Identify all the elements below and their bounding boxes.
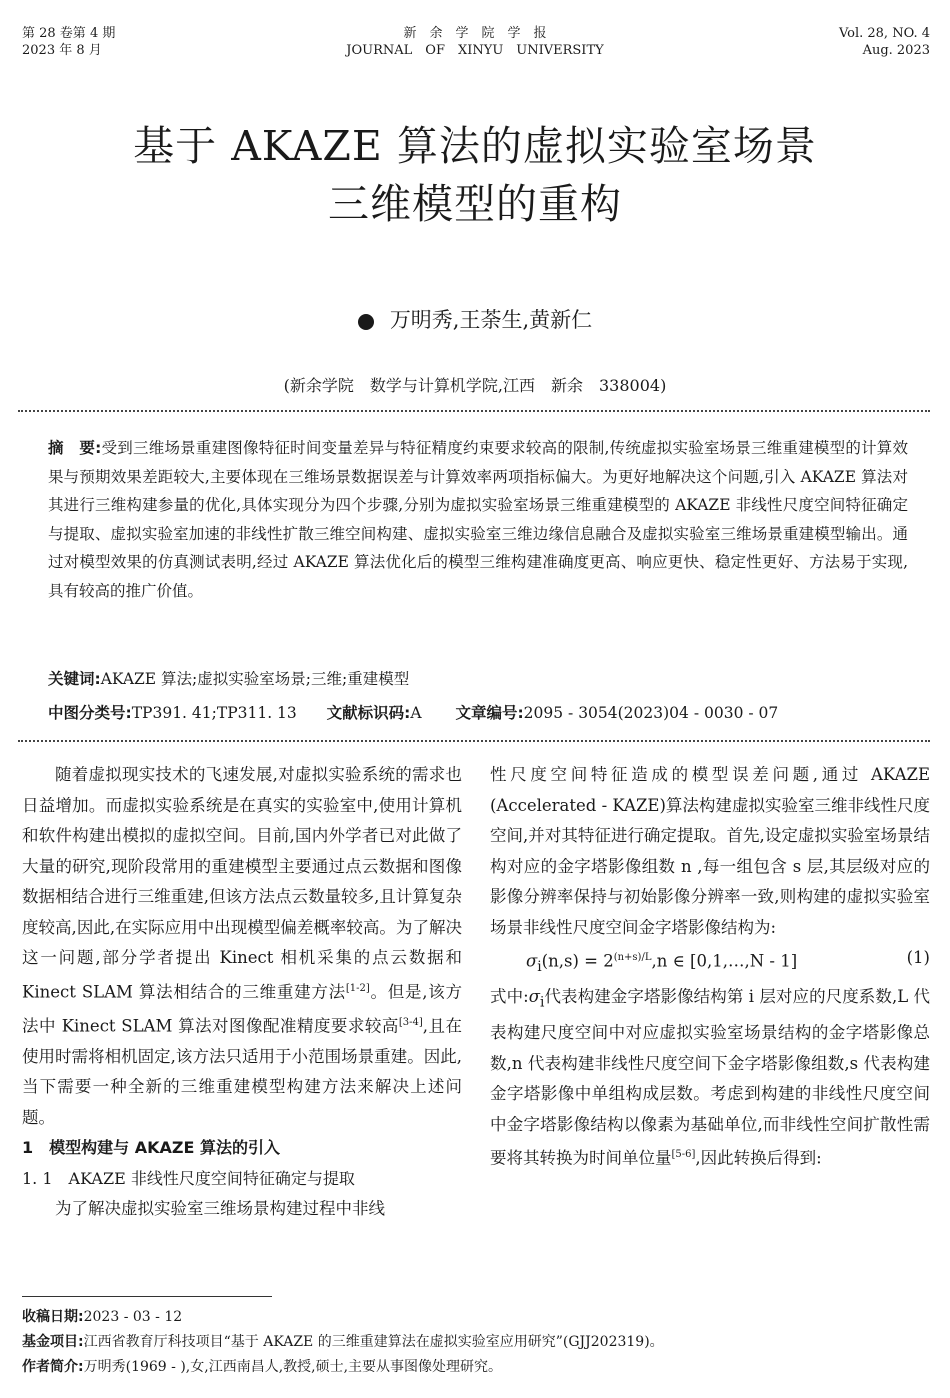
citation-5-6: [5-6] <box>671 1149 696 1161</box>
doc-code-label: 文献标识码: <box>326 704 411 722</box>
date-en: Aug. 2023 <box>862 43 930 58</box>
divider-bottom <box>18 740 930 742</box>
footnote-author: 作者简介:万明秀(1969 - ),女,江西南昌人,教授,硕士,主要从事图像处理研究。 <box>22 1359 503 1375</box>
right-paragraph-2: 式中$:\sigma_i$代表构建金字塔影像结构第 i 层对应的尺度系数,L 代表构建尺度空间中对应虚拟实验室场景结构的金字塔影像总数,n 代表构建非线性尺度空间下金字塔影像组数,s 代表构建金字塔影像中单组构成层数。考虑到构建的非线性尺度空间中金字塔影像结构以像素为基础单位,而非线性空间扩散性需要将其转换为时间单位量[5-6],因此转换后得到: <box>490 987 930 1168</box>
equation-number: (1) <box>906 948 930 967</box>
authors-text: 万明秀,王荼生,黄新仁 <box>389 308 593 332</box>
right-paragraph-1: 性尺度空间特征造成的模型误差问题,通过 AKAZE (Accelerated - KAZE)算法构建虚拟实验室三维非线性尺度空间,并对其特征进行确定提取。首先,设定虚拟实验室场景结构对应的金字塔影像组数 n ,每一组包含 s 层,其层级对应的影像分辨率保持与初始影像分辨率一致,则构建的虚拟实验室场景非线性尺度空间金字塔影像结构为: <box>490 765 930 937</box>
abstract <box>48 434 908 606</box>
bullet-icon <box>358 314 374 330</box>
volume-en: Vol. 28, NO. 4 <box>838 26 930 41</box>
intro-paragraph: 随着虚拟现实技术的飞速发展,对虚拟实验系统的需求也日益增加。而虚拟实验系统是在真实的实验室中,使用计算机和软件构建出模拟的虚拟空间。目前,国内外学者已对此做了大量的研究,现阶段常用的重建模型主要通过点云数据和图像数据相结合进行三维重建,但该方法点云数量较多,且计算复杂度较高,因此,在实际应用中出现模型偏差概率较高。为了解决这一问题,部分学者提出 Kinect 相机采集的点云数据和 Kinect SLAM 算法相结合的三维重建方法[1-2]。但是,该方法中 Kinect SLAM 算法对图像配准精度要求较高[3-4],且在使用时需将相机固定,该方法只适用于小范围场景重建。因此,当下需要一种全新的三维重建模型构建方法来解决上述问题。 <box>22 765 462 1127</box>
abstract-label: 摘 要: <box>48 439 102 457</box>
citation-3-4: [3-4] <box>398 1016 423 1028</box>
footnote-fund: 基金项目:江西省教育厅科技项目“基于 AKAZE 的三维重建算法在虚拟实验室应用研究”(GJJ202319)。 <box>22 1334 664 1350</box>
article-no-label: 文章编号: <box>455 704 524 722</box>
right-column <box>490 760 930 1174</box>
issue-number: 第 28 卷第 4 期 <box>22 26 116 41</box>
classification-line <box>48 702 928 724</box>
keywords-label: 关键词: <box>48 670 101 688</box>
section-paragraph: 为了解决虚拟实验室三维场景构建过程中非线 <box>55 1199 385 1218</box>
article-no-value: 2095 - 3054(2023)04 - 0030 - 07 <box>523 704 779 722</box>
affiliation: (新余学院 数学与计算机学院,江西 新余 338004) <box>283 376 667 395</box>
footnote-received: 收稿日期:2023 - 03 - 12 <box>22 1309 183 1325</box>
clc-label: 中图分类号: <box>48 704 132 722</box>
section-heading-1-1: 1. 1 AKAZE 非线性尺度空间特征确定与提取 <box>22 1168 355 1188</box>
paper-title-line2: 三维模型的重构 <box>328 180 622 228</box>
footnote-rule <box>22 1296 272 1297</box>
keywords-text: AKAZE 算法;虚拟实验室场景;三维;重建模型 <box>100 670 410 688</box>
left-column <box>22 760 462 1225</box>
journal-name-cn: 新 余 学 院 学 报 <box>403 26 547 41</box>
abstract-text: 受到三维场景重建图像特征时间变量差异与特征精度约束要求较高的限制,传统虚拟实验室场景三维重建模型的计算效果与预期效果差距较大,主要体现在三维场景数据误差与计算效率两项指标偏大。为更好地解决这个问题,引入 AKAZE 算法对其进行三维构建参量的优化,具体实现分为四个步骤,分别为虚拟实验室场景三维重建模型的 AKAZE 非线性尺度空间特征确定与提取、虚拟实验室加速的非线性扩散三维空间构建、虚拟实验室三维边缘信息融合及虚拟实验室三维场景重建模型输出。通过对模型效果的仿真测试表明,经过 AKAZE 算法优化后的模型三维构建准确度更高、响应更快、稳定性更好、方法易于实现,具有较高的推广价值。 <box>48 439 909 600</box>
paper-title-line1: 基于 AKAZE 算法的虚拟实验室场景 <box>133 122 817 170</box>
equation-1: $\sigma_i(n,s) = 2^{(n+s)/L},n$ ∈ [0,1,…,N - 1] (1) <box>490 943 930 982</box>
doc-code-value: A <box>410 704 422 722</box>
divider-top <box>18 410 930 412</box>
keywords <box>48 668 928 690</box>
section-heading-1: 1 模型构建与 AKAZE 算法的引入 <box>22 1138 280 1157</box>
clc-value: TP391. 41;TP311. 13 <box>131 704 297 722</box>
issue-date: 2023 年 8 月 <box>22 43 102 58</box>
citation-1-2: [1-2] <box>345 982 370 994</box>
journal-name-en: JOURNAL OF XINYU UNIVERSITY <box>346 43 604 58</box>
author-list <box>0 304 950 334</box>
